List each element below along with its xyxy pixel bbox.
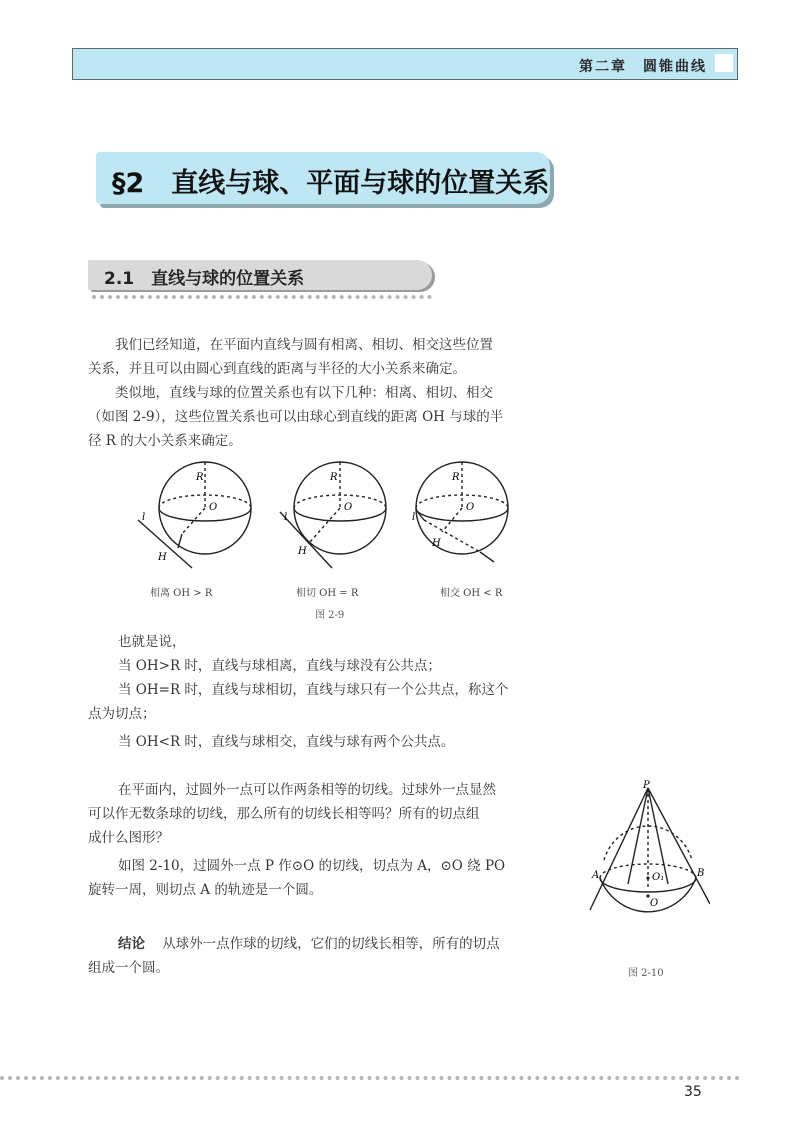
sphere-intersect [416, 462, 508, 562]
sphere-separate [138, 462, 251, 568]
subsection-dotted-rule [92, 295, 432, 299]
conclusion-line-1 [118, 932, 500, 956]
label-l-1: l [142, 512, 146, 523]
case-tangent-cont: 点为切点； [88, 706, 156, 722]
header-corner-square [715, 54, 733, 72]
label-H-2: H [298, 546, 307, 557]
caption-intersect: 相交 OH < R [440, 588, 503, 599]
label-O-3: O [466, 502, 475, 513]
intro-line-4: （如图 2-9），这些位置关系也可以由球心到直线的距离 OH 与球的半 [88, 409, 504, 425]
label-O-1: O [209, 502, 218, 513]
footer-dotted-rule [0, 1076, 740, 1080]
caption-tangent: 相切 OH = R [296, 588, 359, 599]
chapter-title: 第二章 圆锥曲线 [579, 59, 707, 75]
label-R-1: R [196, 472, 204, 483]
case-intersect: 当 OH<R 时，直线与球相交，直线与球有两个公共点。 [118, 734, 455, 750]
label-R-2: R [330, 472, 338, 483]
intro-line-1: 我们已经知道，在平面内直线与圆有相离、相切、相交这些位置 [115, 337, 493, 353]
figure-2-10-caption: 图 2-10 [628, 968, 664, 979]
intro-line-3: 类似地，直线与球的位置关系也有以下几种：相离、相切、相交 [115, 385, 493, 401]
case-tangent: 当 OH=R 时，直线与球相切，直线与球只有一个公共点，称这个 [118, 682, 509, 698]
label-O: O [650, 898, 659, 909]
figure-2-10 [580, 780, 710, 960]
figure-2-9 [130, 460, 530, 575]
figure-2-9-caption: 图 2-9 [315, 610, 345, 621]
conclusion-text: 从球外一点作球的切线，它们的切线长相等，所有的切点 [162, 936, 500, 952]
tangent-line-2: 可以作无数条球的切线，那么所有的切线长相等吗？所有的切点组 [88, 806, 480, 822]
subsection-title-box [88, 260, 432, 290]
cases-intro: 也就是说， [118, 634, 186, 650]
subsection-title: 2.1 直线与球的位置关系 [104, 269, 305, 289]
section-title: §2 直线与球、平面与球的位置关系 [112, 168, 550, 199]
conclusion-label: 结论 [118, 936, 145, 952]
intro-line-2: 关系，并且可以由圆心到直线的距离与半径的大小关系来确定。 [88, 361, 466, 377]
label-l-2: l [284, 512, 288, 523]
conclusion-line-2: 组成一个圆。 [88, 960, 169, 976]
caption-separate: 相离 OH > R [150, 588, 213, 599]
tangent-line-1: 在平面内，过圆外一点可以作两条相等的切线。过球外一点显然 [118, 782, 496, 798]
label-O1: O₁ [652, 872, 665, 883]
label-H-3: H [432, 538, 441, 549]
intro-line-5: 径 R 的大小关系来确定。 [88, 433, 242, 449]
tangent-line-3: 成什么图形？ [88, 830, 169, 846]
label-A: A [592, 870, 600, 881]
label-H-1: H [158, 552, 167, 563]
label-O-2: O [344, 502, 353, 513]
tangent-line-5: 旋转一周，则切点 A 的轨迹是一个圆。 [88, 882, 323, 898]
label-R-3: R [452, 472, 460, 483]
label-l-3: l [412, 512, 416, 523]
label-P: P [643, 780, 650, 791]
page-number: 35 [684, 1084, 702, 1100]
running-header [72, 48, 738, 80]
section-title-box [96, 152, 550, 204]
tangent-line-4: 如图 2-10，过圆外一点 P 作⊙O 的切线，切点为 A，⊙O 绕 PO [118, 858, 506, 874]
label-B: B [697, 868, 705, 879]
case-separate: 当 OH>R 时，直线与球相离，直线与球没有公共点； [118, 658, 441, 674]
